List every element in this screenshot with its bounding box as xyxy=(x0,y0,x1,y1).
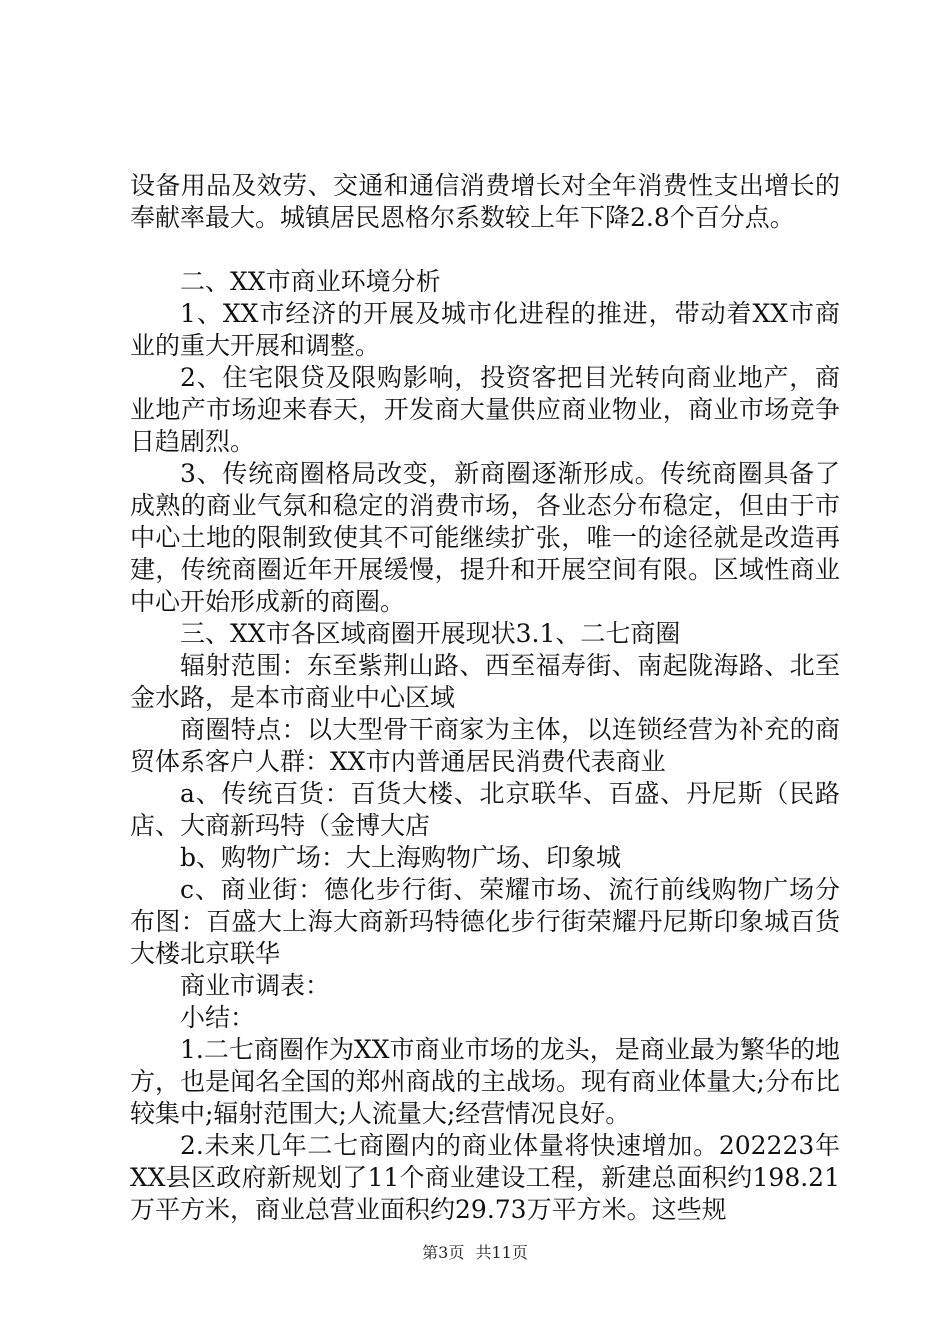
paragraph-summary-heading: 小结： xyxy=(180,1003,256,1032)
document-body xyxy=(130,170,840,1226)
page-total: 共11页 xyxy=(475,1243,528,1262)
paragraph-continuation: 设备用品及效劳、交通和通信消费增长对全年消费性支出增长的奉献率最大。城镇居民恩格尔系数较上年下降2.8个百分点。 xyxy=(130,171,840,232)
paragraph-summary-1: 1.二七商圈作为XX市商业市场的龙头，是商业最为繁华的地方，也是闻名全国的郑州商战的主战场。现有商业体量大;分布比较集中;辐射范围大;人流量大;经营情况良好。 xyxy=(130,1035,840,1128)
paragraph-radiation-range: 辐射范围：东至紫荆山路、西至福寿街、南起陇海路、北至金水路，是本市商业中心区域 xyxy=(130,651,840,712)
paragraph-point-1: 1、XX市经济的开展及城市化进程的推进，带动着XX市商业的重大开展和调整。 xyxy=(130,299,840,360)
page-number: 第3页 xyxy=(422,1243,465,1262)
paragraph-department-stores: a、传统百货：百货大楼、北京联华、百盛、丹尼斯（民路店、大商新玛特（金博大店 xyxy=(130,779,840,840)
paragraph-shopping-plazas: b、购物广场：大上海购物广场、印象城 xyxy=(180,843,622,872)
paragraph-survey-table: 商业市调表： xyxy=(180,971,331,1000)
paragraph-commercial-streets: c、商业街：德化步行街、荣耀市场、流行前线购物广场分布图：百盛大上海大商新玛特德化步行街荣耀丹尼斯印象城百货大楼北京联华 xyxy=(130,875,840,968)
section-heading-business-environment: 二、XX市商业环境分析 xyxy=(180,267,441,296)
paragraph-district-features: 商圈特点：以大型骨干商家为主体，以连锁经营为补充的商贸体系客户人群：XX市内普通居民消费代表商业 xyxy=(130,715,840,776)
page-footer xyxy=(0,1240,950,1263)
section-heading-district-status: 三、XX市各区域商圈开展现状3.1、二七商圈 xyxy=(180,619,681,648)
paragraph-point-2: 2、住宅限贷及限购影响，投资客把目光转向商业地产，商业地产市场迎来春天，开发商大量供应商业物业，商业市场竞争日趋剧烈。 xyxy=(130,363,840,456)
paragraph-summary-2: 2.未来几年二七商圈内的商业体量将快速增加。202223年XX县区政府新规划了11个商业建设工程，新建总面积约198.21万平方米，商业总营业面积约29.73万平方米。这些规 xyxy=(130,1131,840,1224)
paragraph-point-3: 3、传统商圈格局改变，新商圈逐渐形成。传统商圈具备了成熟的商业气氛和稳定的消费市场，各业态分布稳定，但由于市中心土地的限制致使其不可能继续扩张，唯一的途径就是改造再建，传统商圈近年开展缓慢，提升和开展空间有限。区域性商业中心开始形成新的商圈。 xyxy=(130,459,840,616)
